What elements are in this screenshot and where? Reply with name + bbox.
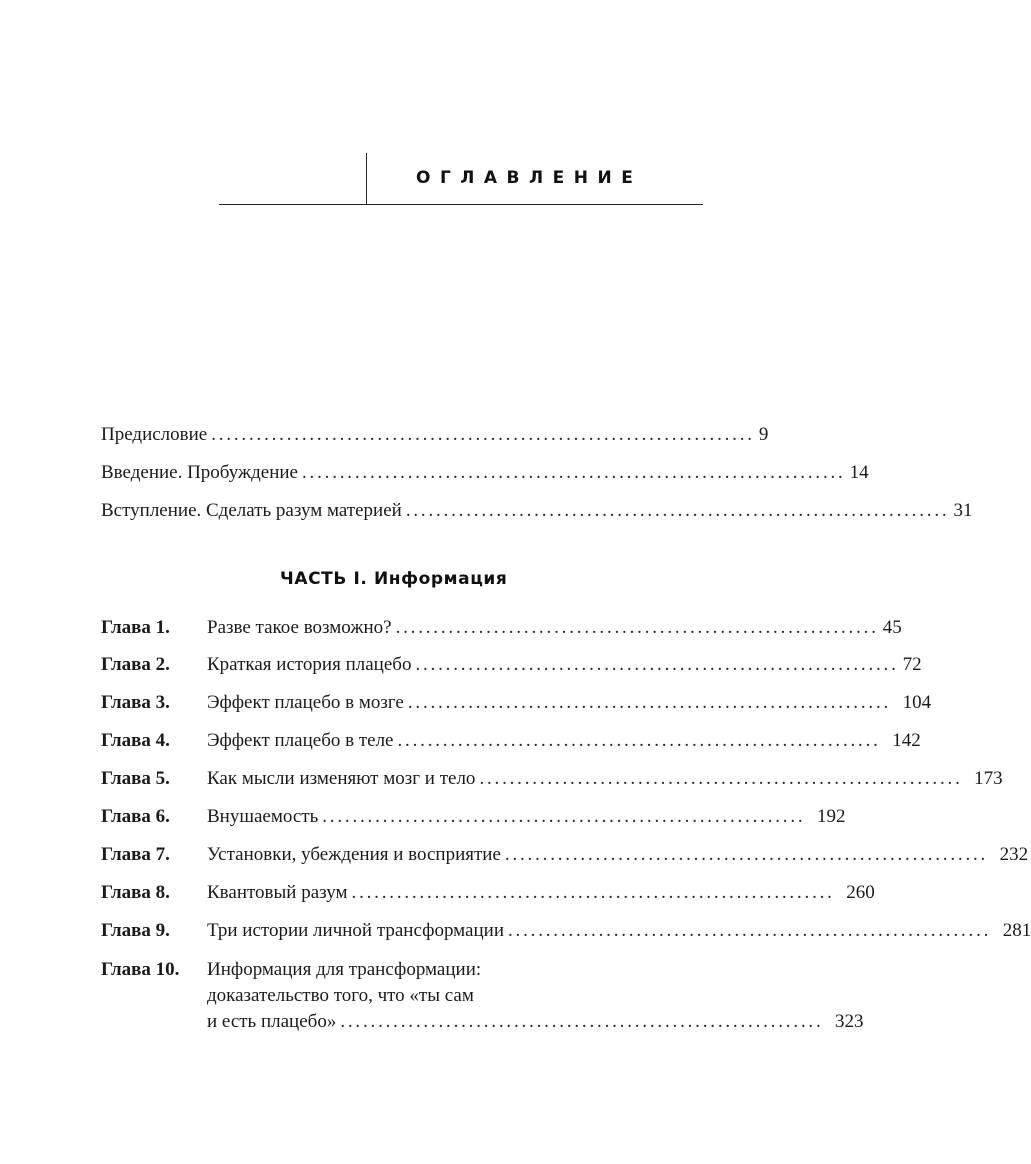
- toc-entry-chapter-7[interactable]: [207, 843, 1029, 867]
- toc-entry-title: Разве такое возможно?: [207, 617, 392, 638]
- chapter-label: Глава 8.: [101, 882, 170, 903]
- toc-leader-dots: ................................................................: [415, 654, 899, 675]
- toc-leader-dots: ................................................................: [479, 768, 963, 789]
- toc-entry-title-line[interactable]: доказательство того, что «ты сам: [207, 985, 474, 1006]
- toc-entry-chapter-1[interactable]: [207, 616, 902, 640]
- chapter-label: Глава 9.: [101, 920, 170, 941]
- chapter-label: Глава 4.: [101, 730, 170, 751]
- toc-entry-title: Эффект плацебо в теле: [207, 730, 394, 751]
- toc-leader-dots: ................................................................: [504, 844, 989, 865]
- toc-leader-dots: ........................................................................: [211, 424, 755, 445]
- toc-leader-dots: ................................................................: [508, 920, 992, 941]
- toc-page-number: 104: [902, 692, 932, 713]
- toc-page-number: 260: [846, 882, 875, 903]
- part-title: ЧАСТЬ I. Информация: [280, 569, 508, 589]
- chapter-label: Глава 6.: [101, 806, 170, 827]
- toc-entry-chapter-2[interactable]: [207, 653, 922, 677]
- toc-page-number: 173: [974, 768, 1003, 789]
- toc-page-number: 323: [835, 1011, 864, 1032]
- toc-entry-title: Квантовый разум: [207, 882, 348, 903]
- chapter-label: Глава 10.: [101, 959, 180, 980]
- chapter-label: Глава 2.: [101, 654, 170, 675]
- toc-entry-title-line[interactable]: Информация для трансформации:: [207, 959, 482, 980]
- toc-entry-chapter-6[interactable]: [207, 805, 846, 829]
- toc-entry-preface[interactable]: [101, 423, 769, 447]
- toc-entry-title: Вступление. Сделать разум материей: [101, 500, 402, 521]
- toc-entry-chapter-3[interactable]: [207, 691, 932, 715]
- toc-leader-dots: ................................................................: [397, 730, 881, 751]
- toc-leader-dots: ........................................................................: [405, 500, 950, 521]
- toc-entry-title: Краткая история плацебо: [207, 654, 412, 675]
- toc-page-number: 281: [1002, 920, 1031, 941]
- toc-entry-introduction[interactable]: [101, 461, 869, 485]
- toc-leader-dots: ................................................................: [395, 617, 879, 638]
- toc-entry-title: Установки, убеждения и восприятие: [207, 844, 501, 865]
- toc-entry-chapter-9[interactable]: [207, 919, 1031, 943]
- toc-page-number: 192: [816, 806, 846, 827]
- toc-entry-title: Три истории личной трансформации: [207, 920, 504, 941]
- chapter-label: Глава 5.: [101, 768, 170, 789]
- chapter-label: Глава 7.: [101, 844, 170, 865]
- toc-entry-chapter-8[interactable]: [207, 881, 875, 905]
- toc-page-number: 45: [882, 617, 902, 638]
- toc-page-number: 31: [953, 500, 973, 521]
- chapter-label: Глава 3.: [101, 692, 170, 713]
- toc-entry-title: Как мысли изменяют мозг и тело: [207, 768, 476, 789]
- toc-leader-dots: ................................................................: [322, 806, 806, 827]
- toc-entry-chapter-4[interactable]: [207, 729, 921, 753]
- toc-entry-title: Внушаемость: [207, 806, 319, 827]
- toc-leader-dots: ................................................................: [351, 882, 835, 903]
- toc-leader-dots: ................................................................: [340, 1011, 824, 1032]
- toc-entry-chapter-5[interactable]: [207, 767, 1003, 791]
- toc-leader-dots: ........................................................................: [302, 462, 846, 483]
- toc-page-number: 142: [892, 730, 921, 751]
- toc-entry-title: Эффект плацебо в мозге: [207, 692, 404, 713]
- toc-page-number: 14: [849, 462, 869, 483]
- toc-entry-title: Введение. Пробуждение: [101, 462, 298, 483]
- toc-entry-title: Предисловие: [101, 424, 208, 445]
- chapter-label: Глава 1.: [101, 617, 170, 638]
- page-title: ОГЛАВЛЕНИЕ: [416, 168, 643, 188]
- toc-entry-opening[interactable]: [101, 499, 973, 523]
- heading-vertical-rule: [366, 153, 367, 205]
- toc-page-number: 72: [902, 654, 922, 675]
- toc-entry-chapter-10[interactable]: [207, 1010, 864, 1034]
- toc-leader-dots: ................................................................: [407, 692, 892, 713]
- toc-page-number: 232: [999, 844, 1029, 865]
- toc-page-number: 9: [758, 424, 769, 445]
- toc-entry-title: и есть плацебо»: [207, 1011, 337, 1032]
- heading-horizontal-rule: [219, 204, 703, 205]
